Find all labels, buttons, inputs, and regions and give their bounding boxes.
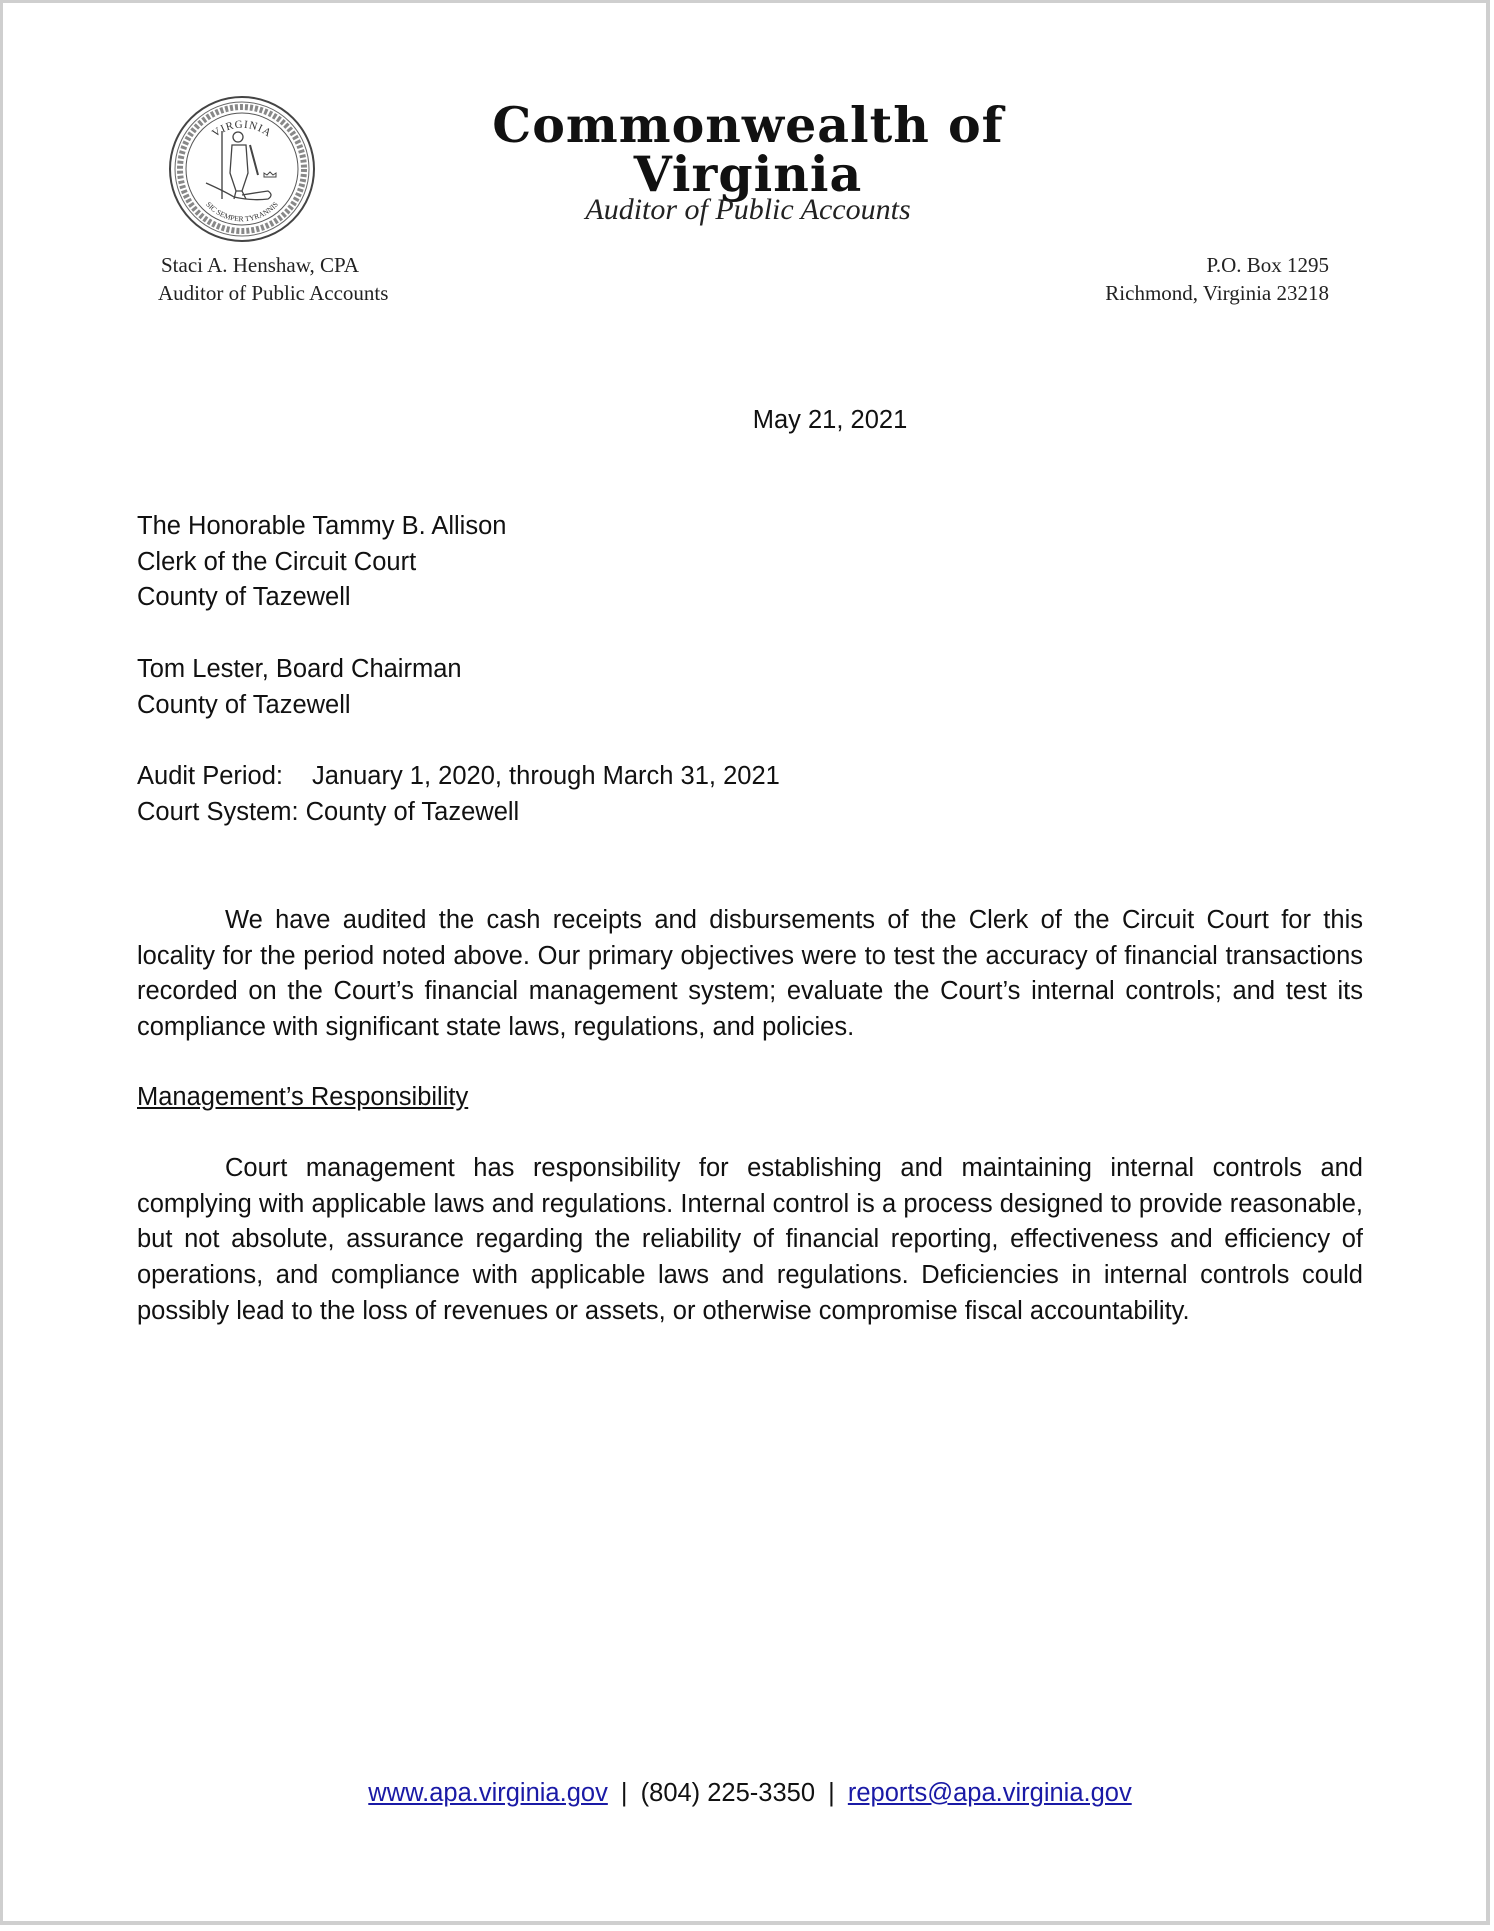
audit-period-value: January 1, 2020, through March 31, 2021 <box>312 762 780 790</box>
audit-period-row <box>137 759 780 795</box>
auditor-title: Auditor of Public Accounts <box>158 281 389 305</box>
virginia-seal-icon <box>168 95 316 243</box>
recipient-line: The Honorable Tammy B. Allison <box>137 512 507 540</box>
court-system-label: Court System: <box>137 797 299 826</box>
recipient-line: County of Tazewell <box>137 583 351 612</box>
audit-period-label: Audit Period: <box>137 762 284 790</box>
paragraph-audit-objectives <box>137 903 1363 1046</box>
footer-contact <box>3 1779 1494 1808</box>
paragraph-text: We have audited the cash receipts and disbursements of the Clerk of the Circuit Court for this locality for the period noted above. Our primary objectives were to test the accuracy of financial transactions recorded on the Court’s financial management system; evaluate the Court’s internal controls; and test its compliance with significant state laws, regulations, and policies. <box>137 906 1363 1042</box>
audit-info-block <box>137 759 780 830</box>
letter-date: May 21, 2021 <box>752 406 908 434</box>
recipient-block-2 <box>137 652 462 723</box>
paragraph-management-responsibility <box>137 1151 1363 1330</box>
mailing-address <box>1105 251 1329 307</box>
footer-separator: | <box>828 1779 835 1807</box>
court-system-value: County of Tazewell <box>305 797 520 826</box>
recipient-line: Tom Lester, Board Chairman <box>137 655 462 683</box>
phone-number: (804) 225-3350 <box>640 1779 816 1807</box>
paragraph-text: Court management has responsibility for establishing and maintaining internal controls and complying with applicable laws and regulations. Internal control is a process designed to provide reasonable, but not absolute, assurance regarding the reliability of financial reporting, effectiveness and efficiency of operations, and compliance with applicable laws and regulations. Deficiencies in internal controls could possibly lead to the loss of revenues or assets, or otherwise compromise fiscal accountability. <box>137 1154 1363 1325</box>
address-line-2: Richmond, Virginia 23218 <box>1105 281 1329 305</box>
footer-separator: | <box>620 1779 628 1807</box>
recipient-line: County of Tazewell <box>137 690 351 719</box>
court-system-row <box>137 795 780 831</box>
auditor-block <box>158 251 388 307</box>
email-link[interactable]: reports@apa.virginia.gov <box>847 1779 1132 1807</box>
letterhead-title: Commonwealth of Virginia <box>492 96 1004 203</box>
recipient-block-1 <box>137 509 506 616</box>
section-heading-management-responsibility: Management’s Responsibility <box>137 1083 469 1111</box>
svg-text:SIC SEMPER TYRANNIS: SIC SEMPER TYRANNIS <box>204 199 280 224</box>
auditor-name: Staci A. Henshaw, CPA <box>161 253 359 277</box>
website-link[interactable]: www.apa.virginia.gov <box>368 1779 608 1807</box>
recipient-line: Clerk of the Circuit Court <box>137 547 417 576</box>
svg-text:VIRGINIA: VIRGINIA <box>210 118 274 140</box>
address-line-1: P.O. Box 1295 <box>1206 253 1329 277</box>
letterhead-subtitle: Auditor of Public Accounts <box>585 193 911 226</box>
